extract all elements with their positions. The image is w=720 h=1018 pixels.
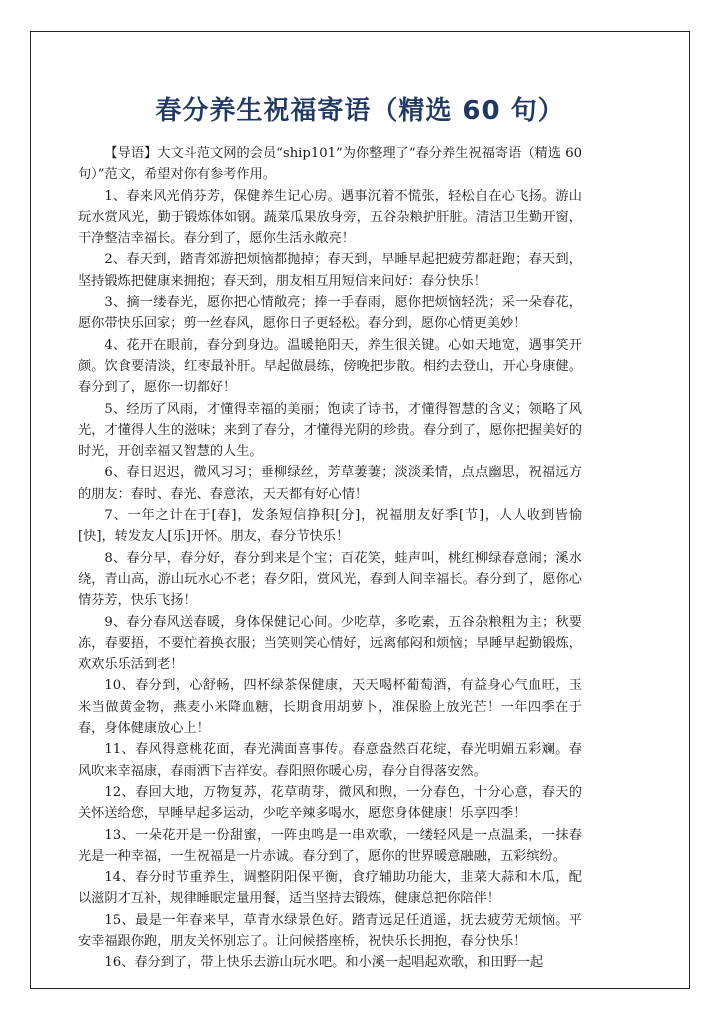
paragraph-2: 2、春天到，踏青郊游把烦恼都抛掉；春天到，早睡早起把疲劳都赶跑；春天到，坚持锻炼把健康来拥抱；春天到，朋友相互用短信来问好：春分快乐！ [78,252,582,289]
paragraph-3: 3、摘一缕春光，愿你把心情敞亮；捧一手春雨，愿你把烦恼轻洗；采一朵春花，愿你带快乐回家；剪一丝春风，愿你日子更轻松。春分到，愿你心情更美妙！ [78,295,582,332]
paragraph-9: 9、春分春风送春暖，身体保健记心间。少吃草，多吃素，五谷杂粮粗为主；秋要冻，春要捂，不要忙着换衣服；当笑则笑心情好，远离郁闷和烦恼；早睡早起勤锻炼，欢欢乐乐活到老！ [78,614,582,673]
paragraph-8: 8、春分早，春分好，春分到来是个宝；百花笑，蛙声叫，桃红柳绿春意闹；溪水绕，青山高，游山玩水心不老；春夕阳，赏风光，春到人间幸福长。春分到了，愿你心情芬芳，快乐飞扬！ [78,550,582,609]
document-title: 春分养生祝福寄语（精选 60 句） [155,96,565,126]
paragraph-10: 10、春分到，心舒畅，四杯绿茶保健康，天天喝杯葡萄酒，有益身心气血旺，玉米当做黄金物，燕麦小米降血糖，长期食用胡萝卜，准保脸上放光芒！一年四季在于春，身体健康放心上！ [78,678,582,737]
paragraph-14: 14、春分时节重养生，调整阴阳保平衡，食疗辅助功能大，韭菜大蒜和木瓜，配以滋阴才互补，规律睡眠定量用餐，适当坚持去锻炼，健康总把你陪伴！ [78,870,582,907]
paragraph-4: 4、花开在眼前，春分到身边。温暖艳阳天，养生很关键。心如天地宽，遇事笑开颜。饮食要清淡，红枣最补肝。早起做晨练，傍晚把步散。相约去登山，开心身康健。春分到了，愿你一切都好！ [78,337,582,396]
paragraph-12: 12、春回大地，万物复苏，花草萌芽，微风和煦，一分春色，十分心意，春天的关怀送给您，早睡早起多运动，少吃辛辣多喝水，愿您身体健康！乐享四季！ [78,784,582,822]
paragraph-5: 5、经历了风雨，才懂得幸福的美丽；饱读了诗书，才懂得智慧的含义；领略了风光，才懂得人生的滋味；来到了春分，才懂得光阴的珍贵。春分到了，愿你把握美好的时光，开创幸福又智慧的人生。 [78,401,582,460]
paragraph-7: 7、一年之计在于[春]，发条短信挣积[分]，祝福朋友好季[节]，人人收到皆愉[快]，转发友人[乐]开怀。朋友，春分节快乐！ [78,508,582,545]
document-body [78,143,582,974]
paragraph-6: 6、春日迟迟，微风习习；垂柳绿丝，芳草萋萋；淡淡柔情，点点幽思，祝福远方的朋友：春时、春光、春意浓，天天都有好心情！ [78,465,582,502]
paragraph-intro: 【导语】大文斗范文网的会员“ship101”为你整理了“春分养生祝福寄语（精选 60 句）”范文，希望对你有参考作用。 [78,146,582,183]
paragraph-13: 13、一朵花开是一份甜蜜，一阵虫鸣是一串欢歌，一缕轻风是一点温柔，一抹春光是一种幸福，一生祝福是一片赤诚。春分到了，愿你的世界暖意融融，五彩缤纷。 [78,827,582,864]
paragraph-11: 11、春风得意桃花面，春光满面喜事传。春意盎然百花绽，春光明媚五彩斓。春风吹来幸福康，春雨洒下吉祥安。春阳照你暖心房，春分自得落安然。 [78,742,582,779]
paragraph-15: 15、最是一年春来早，草青水绿景色好。踏青远足任逍遥，抚去疲劳无烦恼。平安幸福跟你跑，朋友关怀别忘了。让问候搭座桥，祝快乐长拥抱，春分快乐！ [78,912,582,949]
paragraph-16: 16、春分到了，带上快乐去游山玩水吧。和小溪一起唱起欢歌，和田野一起 [104,955,544,971]
paragraph-1: 1、春来风光俏芬芳，保健养生记心房。遇事沉着不慌张，轻松自在心飞扬。游山玩水赏风光，勤于锻炼体如钢。蔬菜瓜果放身旁，五谷杂粮护肝脏。清洁卫生勤开窗，干净整洁幸福长。春分到了，愿你生活永敞亮！ [78,188,582,247]
